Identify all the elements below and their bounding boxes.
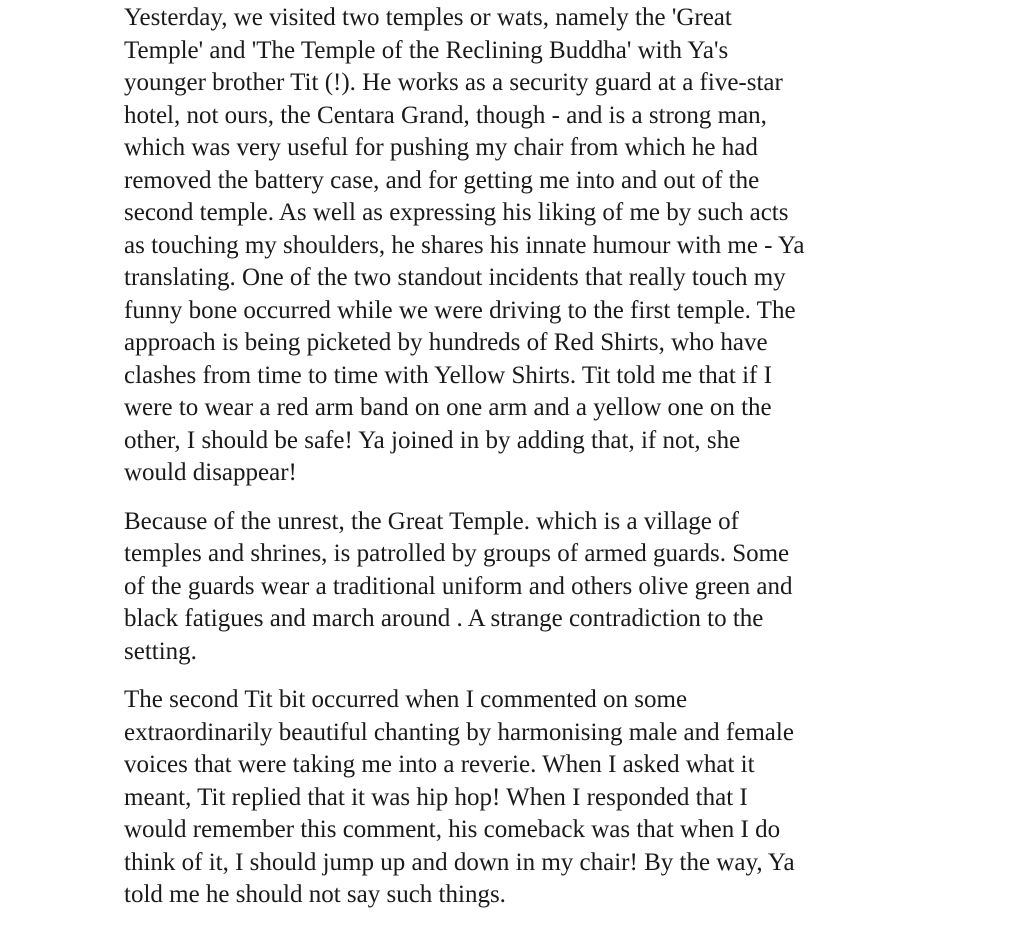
- paragraph-red-shirts: [124, 2, 914, 490]
- text-line: The second Tit bit occurred when I commented on some: [124, 686, 688, 713]
- text-line: younger brother Tit (!). He works as a security guard at a five-star: [124, 69, 783, 96]
- text-line: of the guards wear a traditional uniform and others olive green and: [124, 572, 793, 600]
- text-line: extraordinarily beautiful chanting by harmonising male and female: [124, 718, 794, 746]
- text-line: funny bone occurred while we were driving to the first temple. The: [124, 296, 796, 324]
- text-line: other, I should be safe! Ya joined in by adding that, if not, she: [124, 426, 741, 454]
- document-body: [124, 2, 914, 912]
- text-line: second temple. As well as expressing his liking of me by such acts: [124, 199, 789, 226]
- text-line: clashes from time to time with Yellow Shirts. Tit told me that if I: [124, 361, 772, 389]
- text-line: black fatigues and march around . A strange contradiction to the: [124, 605, 764, 632]
- text-line: Temple' and 'The Temple of the Reclining Buddha' with Ya's: [124, 36, 729, 64]
- text-line: approach is being picketed by hundreds of Red Shirts, who have: [124, 329, 768, 356]
- text-line: removed the battery case, and for getting me into and out of the: [124, 166, 760, 194]
- text-line: would remember this comment, his comeback was that when I do: [124, 816, 781, 843]
- text-line: voices that were taking me into a reverie. When I asked what it: [124, 751, 755, 778]
- text-line: think of it, I should jump up and down in my chair! By the way, Ya: [124, 848, 795, 876]
- text-line: told me he should not say such things.: [124, 881, 506, 908]
- paragraph-hip-hop: [124, 684, 914, 912]
- text-line: setting.: [124, 637, 197, 665]
- text-line: which was very useful for pushing my chair from which he had: [124, 134, 758, 161]
- text-line: hotel, not ours, the Centara Grand, though - and is a strong man,: [124, 101, 767, 129]
- text-line: were to wear a red arm band on one arm and a yellow one on the: [124, 394, 772, 421]
- paragraph-great-temple: [124, 506, 914, 669]
- text-line: Yesterday, we visited two temples or wats, namely the 'Great: [124, 4, 732, 31]
- text-line: would disappear!: [124, 459, 297, 486]
- text-line: translating. One of the two standout incidents that really touch my: [124, 264, 786, 291]
- text-line: as touching my shoulders, he shares his innate humour with me - Ya: [124, 231, 805, 259]
- text-line: meant, Tit replied that it was hip hop! When I responded that I: [124, 783, 748, 811]
- text-line: temples and shrines, is patrolled by groups of armed guards. Some: [124, 540, 790, 567]
- text-line: Because of the unrest, the Great Temple. which is a village of: [124, 507, 739, 535]
